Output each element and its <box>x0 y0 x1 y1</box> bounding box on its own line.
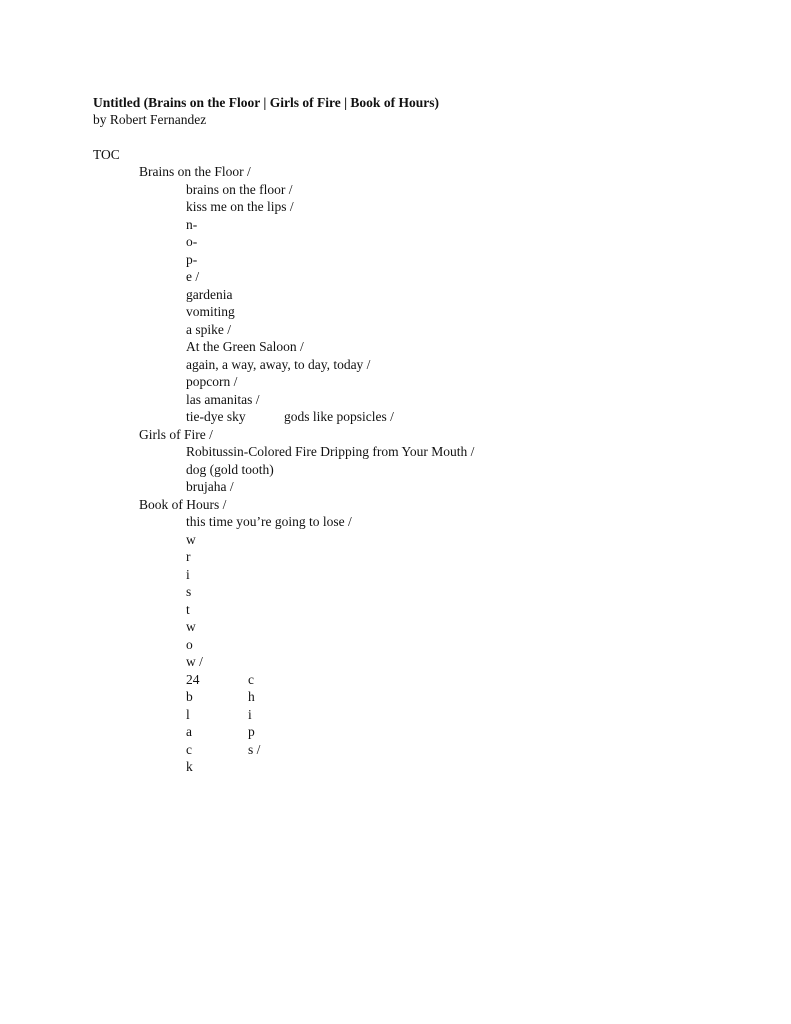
toc-entry: s <box>186 584 192 599</box>
toc-entry: a spike / <box>186 322 231 337</box>
toc-entry: o <box>186 637 193 652</box>
toc-entry-column: c <box>248 672 254 687</box>
toc-entry: i <box>186 567 190 582</box>
toc-entry: Robitussin-Colored Fire Dripping from Your Mouth / <box>186 444 475 459</box>
toc-entry: r <box>186 549 191 564</box>
toc-entry: 24 <box>186 672 200 687</box>
document-byline: by Robert Fernandez <box>93 112 207 127</box>
toc-entry: k <box>186 759 193 774</box>
toc-section-title: Girls of Fire / <box>139 427 213 442</box>
toc-entry: popcorn / <box>186 374 238 389</box>
toc-section-title: Book of Hours / <box>139 497 227 512</box>
toc-entry-column: s / <box>248 742 261 757</box>
toc-entry: w <box>186 532 196 547</box>
toc-entry: vomiting <box>186 304 235 319</box>
toc-entry: o- <box>186 234 198 249</box>
toc-entry-companion: gods like popsicles / <box>284 409 394 424</box>
toc-entry: las amanitas / <box>186 392 260 407</box>
toc-entry: a <box>186 724 192 739</box>
toc-entry: dog (gold tooth) <box>186 462 274 477</box>
toc-entry-column: p <box>248 724 255 739</box>
toc-entry: gardenia <box>186 287 233 302</box>
toc-entry: this time you’re going to lose / <box>186 514 352 529</box>
toc-entry: brains on the floor / <box>186 182 293 197</box>
toc-entry-column: h <box>248 689 255 704</box>
toc-entry: brujaha / <box>186 479 234 494</box>
toc-section-title: Brains on the Floor / <box>139 164 251 179</box>
toc-entry: p- <box>186 252 198 267</box>
document-title: Untitled (Brains on the Floor | Girls of Fire | Book of Hours) <box>93 95 439 110</box>
toc-entry: b <box>186 689 193 704</box>
toc-entry: kiss me on the lips / <box>186 199 294 214</box>
toc-entry: l <box>186 707 190 722</box>
toc-entry: w <box>186 619 196 634</box>
toc-entry: w / <box>186 654 203 669</box>
toc-entry: again, a way, away, to day, today / <box>186 357 371 372</box>
toc-entry: t <box>186 602 190 617</box>
toc-label: TOC <box>93 147 120 162</box>
toc-entry: n- <box>186 217 198 232</box>
toc-entry: tie-dye sky <box>186 409 246 424</box>
toc-entry: At the Green Saloon / <box>186 339 304 354</box>
toc-entry-column: i <box>248 707 252 722</box>
toc-entry: c <box>186 742 192 757</box>
toc-entry: e / <box>186 269 200 284</box>
